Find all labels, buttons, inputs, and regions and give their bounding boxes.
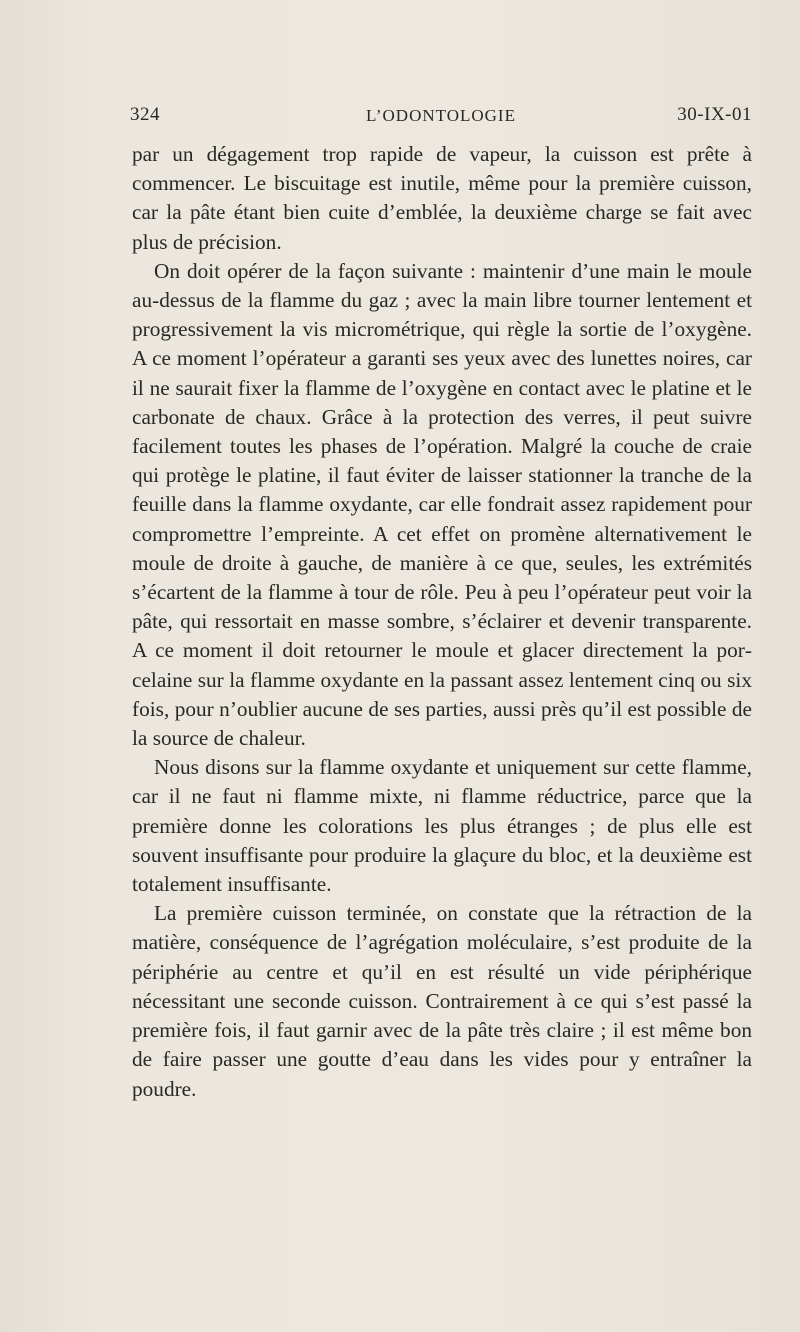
body-text bbox=[132, 140, 752, 1104]
issue-date: 30-IX-01 bbox=[677, 104, 752, 125]
page-number: 324 bbox=[130, 104, 160, 125]
running-header bbox=[130, 104, 752, 134]
paragraph-4: La première cuisson terminée, on constate que la rétraction de la matière, conséquence de l’agrégation moléculaire, s’est produite de la périphérie au centre et qu’il en est résulté un vide périphérique nécessitant une seconde cuisson. Contrairement à ce qui s’est passé la première fois, il faut garnir avec de la pâte très claire ; il est même bon de faire passer une goutte d’eau dans les vides pour y entraîner la poudre. bbox=[132, 901, 752, 1101]
paragraph-1: par un dégagement trop rapide de vapeur, la cuisson est prête à commencer. Le biscuitage est inutile, même pour la première cuisson, car la pâte étant bien cuite d’emblée, la deuxième charge se fait avec plus de précision. bbox=[132, 142, 752, 254]
running-title: L’ODONTOLOGIE bbox=[366, 106, 516, 125]
paragraph-2: On doit opérer de la façon suivante : maintenir d’une main le moule au-dessus de la flamme du gaz ; avec la main libre tourner lentement et progressivement la vis micrométrique, qui règle la sortie de l’oxygène. A ce moment l’opérateur a garanti ses yeux avec des lunettes noires, car il ne saurait fixer la flamme de l’oxygène en contact avec le platine et le carbonate de chaux. Grâce à la protection des verres, il peut suivre facilement toutes les phases de l’opération. Malgré la couche de craie qui protège le platine, il faut éviter de laisser stationner la tranche de la feuille dans la flamme oxydante, car elle fondrait assez rapidement pour compromettre l’empreinte. A cet effet on promène alternativement le moule de droite à gauche, de manière à ce que, seules, les extrémités s’écartent de la flamme à tour de rôle. Peu à peu l’opérateur peut voir la pâte, qui ressortait en masse sombre, s’éclairer et devenir transparente. A ce moment il doit retourner le moule et glacer directement la porcelaine sur la flamme oxydante en la passant assez lentement cinq ou six fois, pour n’oublier aucune de ses parties, aussi près qu’il est possible de la source de chaleur. bbox=[132, 258, 752, 751]
paragraph-3: Nous disons sur la flamme oxydante et uniquement sur cette flamme, car il ne faut ni flamme mixte, ni flamme réductrice, parce que la première donne les colorations les plus étranges ; de plus elle est souvent insuffisante pour produire la glaçure du bloc, et la deuxième est totalement insuffisante. bbox=[132, 755, 752, 897]
